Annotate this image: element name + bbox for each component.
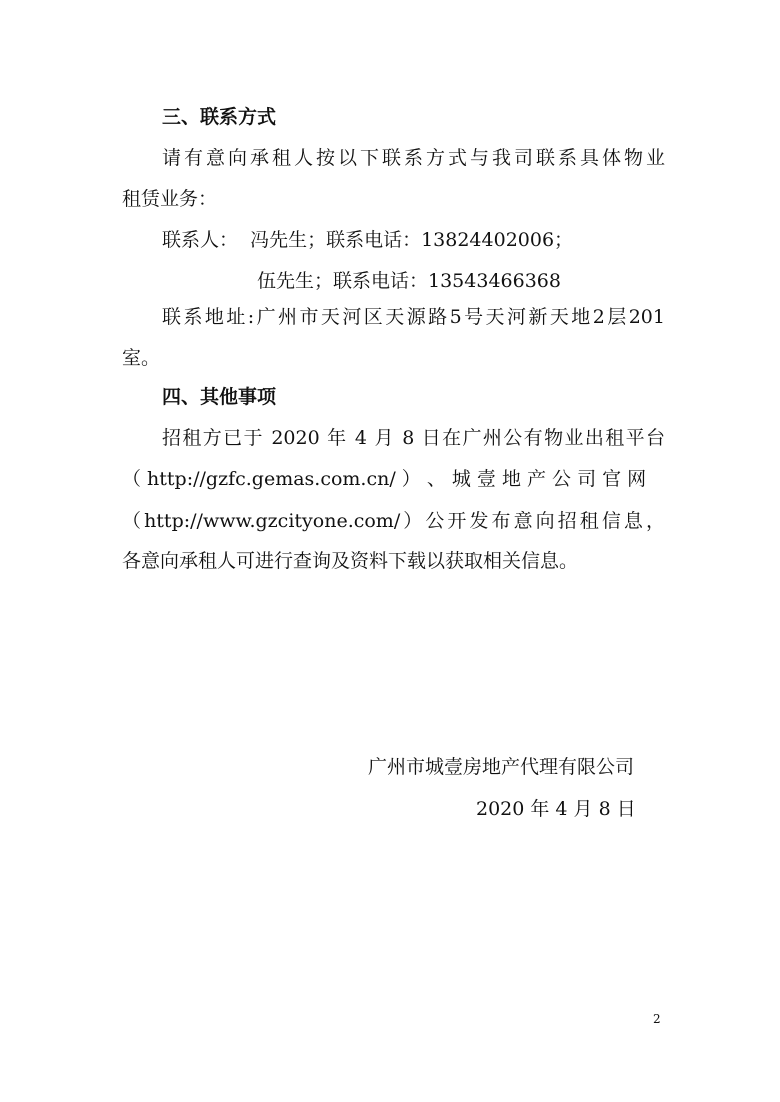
section-four-line-3: （http://www.gzcityone.com/）公开发布意向招租信息， xyxy=(122,510,665,532)
section-four-line-2: （ http://gzfc.gemas.com.cn/ ） 、 城 壹 地 产 公 司 官 网 xyxy=(122,468,647,490)
page-number: 2 xyxy=(653,1012,661,1026)
section-four-line-1: 招租方已于 2020 年 4 月 8 日在广州公有物业出租平台 xyxy=(162,427,665,449)
contact-person-1: 联系人： 冯先生；联系电话：13824402006； xyxy=(162,229,574,251)
section-four-line-4: 各意向承租人可进行查询及资料下载以获取相关信息。 xyxy=(122,550,579,572)
section-three-paragraph-line-2: 租赁业务： xyxy=(122,188,218,210)
contact-person-2: 伍先生；联系电话：13543466368 xyxy=(257,270,561,292)
section-three-paragraph-line-1: 请有意向承租人按以下联系方式与我司联系具体物业 xyxy=(162,147,665,169)
signature-date: 2020 年 4 月 8 日 xyxy=(476,798,636,820)
section-four-heading: 四、其他事项 xyxy=(162,386,277,408)
contact-address-line-1: 联系地址:广州市天河区天源路5号天河新天地2层201 xyxy=(162,306,665,328)
contact-address-line-2: 室。 xyxy=(122,347,161,369)
signature-company: 广州市城壹房地产代理有限公司 xyxy=(368,756,635,778)
section-three-heading: 三、联系方式 xyxy=(162,106,277,128)
